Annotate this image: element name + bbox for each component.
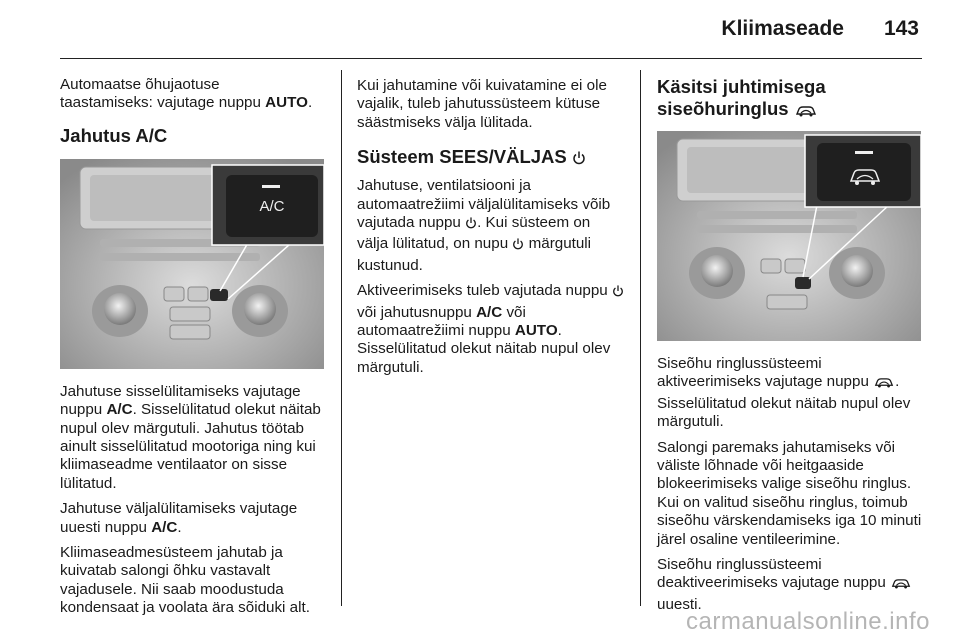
power-icon [612,284,624,303]
column-3 [657,76,923,621]
intro-paragraph [60,76,324,113]
ac-label: A/C [106,401,133,419]
on-off-paragraph-2: Aktiveerimiseks tuleb vajutada nuppu või jahutusnuppu A/C või automaatrežiimi nuppu AUTO. Sisselülitatud olekut näitab nupul olev märgutuli. [357,282,625,377]
recirculation-console-illustration [657,131,921,341]
section-heading-on-off: Süsteem SEES/VÄLJAS [357,146,625,171]
ac-label: A/C [151,518,178,536]
on-off-paragraph-1: Jahutuse, ventilatsiooni ja automaatrežiimi väljalülitamiseks võib vajutada nuppu . Kui süsteem on välja lülitatud, on nupu märgutuli kustunud. [357,177,611,274]
ac-button-figure [60,159,324,369]
intro-line-2-end: . [307,94,313,112]
power-icon [465,216,477,235]
recirculation-icon [890,577,912,595]
section-heading-recirculation: Käsitsi juhtimisega siseõhuringlus [657,76,923,123]
ac-console-illustration [60,159,324,369]
intro-line-1: Automaatse õhujaotuse [60,76,220,93]
page-header [0,0,960,58]
ac-paragraph-3: Kliimaseadmesüsteem jahutab ja kuivatab salongi õhku vastavalt vajadusele. Nii saab moodustuda kondensaat ja voolata ära sõiduki alt. [60,544,310,617]
recirculation-paragraph-2: Salongi paremaks jahutamiseks või väliste lõhnade või heitgaaside blokeerimiseks valige siseõhu ringlus. Kui on valitud siseõhu ringlus, toimub siseõhu värskendamiseks iga 10 minuti järel osaline ventileerimine. [657,438,922,548]
intro-line-2: taastamiseks: vajutage nuppu [60,94,266,112]
auto-label: AUTO [514,322,558,340]
column-2 [357,77,625,384]
column-divider-2 [640,70,641,606]
ac-label: A/C [476,303,503,321]
recirculation-paragraph-1: Siseõhu ringlussüsteemi aktiveerimiseks vajutage nuppu . Sisselülitatud olekut näitab nupul olev märgutuli. [657,355,911,431]
power-icon [512,237,524,256]
column-divider-1 [341,70,342,606]
page-number: 143 [883,17,919,40]
column-1 [60,76,324,625]
watermark: carmanualsonline.info [686,608,930,635]
ac-paragraph-2: Jahutuse väljalülitamiseks vajutage uuesti nuppu A/C. [60,500,298,536]
power-icon [572,149,586,171]
page-title: Kliimaseade [721,17,844,40]
ac-paragraph-1: Jahutuse sisselülitamiseks vajutage nuppu A/C. Sisselülitatud olekut näitab nupul olev märgutuli. Jahutus töötab ainult sisselülitatud mootoriga ning kui kliimaseadme ventilaator on sisse lülitatud. [60,382,321,492]
recirculation-icon [873,376,895,394]
recirculation-button-figure [657,131,921,341]
ac-button-label: A/C [259,197,285,215]
recirculation-icon [794,101,818,123]
auto-label: AUTO [265,94,308,112]
fuel-saving-paragraph: Kui jahutamine või kuivatamine ei ole vajalik, tuleb jahutussüsteem kütuse säästmiseks välja lülitada. [357,77,607,131]
section-heading-ac: Jahutus A/C [60,124,168,146]
recirculation-paragraph-3: Siseõhu ringlussüsteemi deaktiveerimiseks vajutage nuppu uuesti. [657,556,923,614]
header-divider [60,58,922,59]
